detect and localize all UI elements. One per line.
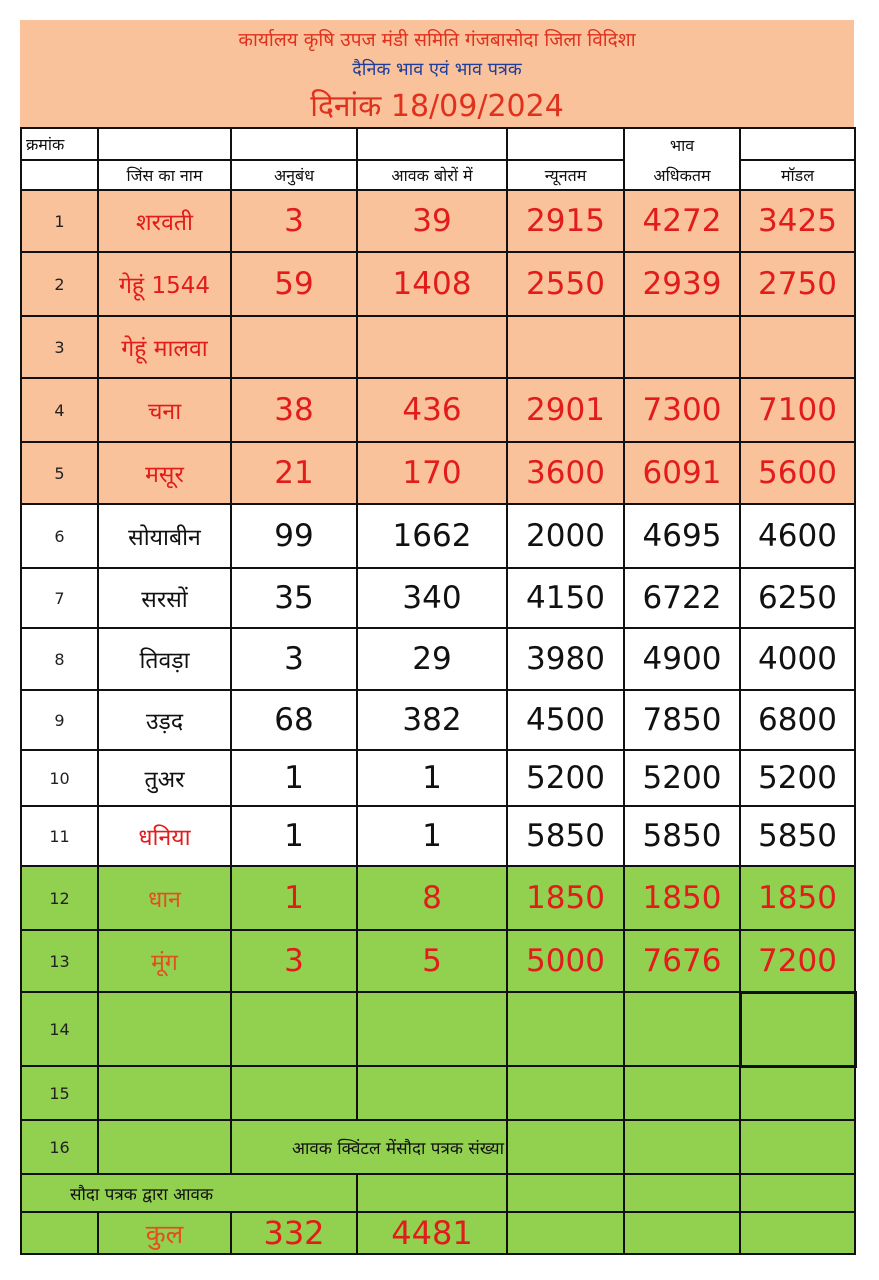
table-row <box>21 568 855 628</box>
max-price-cell: 4695 <box>624 504 740 568</box>
commodity-name-cell: धनिया <box>98 806 231 866</box>
max-price-cell: 1850 <box>624 866 740 930</box>
contract-cell: 68 <box>231 690 357 750</box>
min-price-cell: 2550 <box>507 252 624 316</box>
serial-cell: 15 <box>21 1066 98 1120</box>
col-min-header: न्यूनतम <box>507 160 624 190</box>
contract-cell: 38 <box>231 378 357 442</box>
serial-cell: 11 <box>21 806 98 866</box>
contract-cell: 99 <box>231 504 357 568</box>
commodity-name-cell <box>98 992 231 1066</box>
serial-cell: 14 <box>21 992 98 1066</box>
table-row <box>21 1120 855 1174</box>
total-row <box>21 1212 855 1254</box>
serial-cell: 16 <box>21 1120 98 1174</box>
table-row <box>21 1066 855 1120</box>
sheet-subtitle: दैनिक भाव एवं भाव पत्रक <box>352 59 522 80</box>
serial-cell: 9 <box>21 690 98 750</box>
table-row <box>21 806 855 866</box>
min-price-cell: 4500 <box>507 690 624 750</box>
arrival-cell: 340 <box>357 568 507 628</box>
sheet-date: दिनांक 18/09/2024 <box>310 89 564 124</box>
table-row <box>21 316 855 378</box>
table-header-row-2 <box>21 160 855 190</box>
max-price-cell: 7850 <box>624 690 740 750</box>
table-row <box>21 992 855 1066</box>
max-price-cell: 5850 <box>624 806 740 866</box>
serial-cell: 1 <box>21 190 98 252</box>
col-contract-header: अनुबंध <box>231 160 357 190</box>
min-price-cell: 2915 <box>507 190 624 252</box>
sauda-arrival-label: सौदा पत्रक द्वारा आवक <box>21 1174 357 1212</box>
arrival-quintal-label <box>231 1120 507 1174</box>
max-price-cell: 4272 <box>624 190 740 252</box>
total-contract: 332 <box>231 1212 357 1254</box>
office-title: कार्यालय कृषि उपज मंडी समिति गंजबासोदा जिला विदिशा <box>238 29 636 51</box>
arrival-cell: 1662 <box>357 504 507 568</box>
min-price-cell: 4150 <box>507 568 624 628</box>
sheet-header <box>20 20 854 127</box>
max-price-cell <box>624 1066 740 1120</box>
col-max-header: अधिकतम <box>624 160 740 190</box>
table-row <box>21 378 855 442</box>
model-price-cell: 2750 <box>740 252 855 316</box>
model-price-cell: 1850 <box>740 866 855 930</box>
table-row <box>21 866 855 930</box>
model-price-cell <box>740 992 855 1066</box>
max-price-cell: 7676 <box>624 930 740 992</box>
commodity-name-cell: गेहूं मालवा <box>98 316 231 378</box>
commodity-name-cell: तिवड़ा <box>98 628 231 690</box>
contract-cell <box>231 992 357 1066</box>
price-table <box>20 127 857 1255</box>
min-price-cell: 2000 <box>507 504 624 568</box>
contract-cell: 3 <box>231 190 357 252</box>
col-serial-header: क्रमांक <box>21 128 98 160</box>
min-price-cell: 5850 <box>507 806 624 866</box>
serial-cell: 2 <box>21 252 98 316</box>
model-price-cell: 4600 <box>740 504 855 568</box>
serial-cell: 12 <box>21 866 98 930</box>
model-price-cell: 5200 <box>740 750 855 806</box>
commodity-name-cell: सोयाबीन <box>98 504 231 568</box>
contract-cell: 1 <box>231 866 357 930</box>
table-row <box>21 504 855 568</box>
model-price-cell: 5850 <box>740 806 855 866</box>
max-price-cell: 6722 <box>624 568 740 628</box>
arrival-cell <box>357 1066 507 1120</box>
model-price-cell: 6250 <box>740 568 855 628</box>
commodity-name-cell: चना <box>98 378 231 442</box>
min-price-cell: 2901 <box>507 378 624 442</box>
contract-cell: 3 <box>231 628 357 690</box>
min-price-cell <box>507 1066 624 1120</box>
table-row <box>21 690 855 750</box>
model-price-cell: 7200 <box>740 930 855 992</box>
arrival-cell: 170 <box>357 442 507 504</box>
contract-cell: 21 <box>231 442 357 504</box>
col-name-header: जिंस का नाम <box>98 160 231 190</box>
sauda-count-text: सौदा पत्रक संख्या <box>396 1138 504 1159</box>
serial-cell: 13 <box>21 930 98 992</box>
max-price-cell: 6091 <box>624 442 740 504</box>
contract-cell: 35 <box>231 568 357 628</box>
min-price-cell: 3980 <box>507 628 624 690</box>
commodity-name-cell: गेहूं 1544 <box>98 252 231 316</box>
contract-cell: 3 <box>231 930 357 992</box>
arrival-cell: 29 <box>357 628 507 690</box>
min-price-cell: 1850 <box>507 866 624 930</box>
commodity-name-cell: मूंग <box>98 930 231 992</box>
serial-cell: 8 <box>21 628 98 690</box>
commodity-name-cell: सरसों <box>98 568 231 628</box>
arrival-cell <box>357 992 507 1066</box>
serial-cell: 10 <box>21 750 98 806</box>
sauda-arrival-row <box>21 1174 855 1212</box>
contract-cell: 1 <box>231 806 357 866</box>
arrival-cell: 436 <box>357 378 507 442</box>
col-price-group-header: भाव <box>624 128 740 160</box>
min-price-cell: 5000 <box>507 930 624 992</box>
commodity-name-cell: शरवती <box>98 190 231 252</box>
serial-cell: 5 <box>21 442 98 504</box>
model-price-cell <box>740 1066 855 1120</box>
arrival-quintal-text: आवक क्विंटल में <box>291 1138 397 1159</box>
table-header-row-1 <box>21 128 855 160</box>
arrival-cell: 1 <box>357 750 507 806</box>
serial-cell: 3 <box>21 316 98 378</box>
col-arrival-header: आवक बोरों में <box>357 160 507 190</box>
table-row <box>21 442 855 504</box>
max-price-cell: 5200 <box>624 750 740 806</box>
model-price-cell: 7100 <box>740 378 855 442</box>
model-price-cell: 5600 <box>740 442 855 504</box>
arrival-cell: 8 <box>357 866 507 930</box>
arrival-cell: 1408 <box>357 252 507 316</box>
commodity-name-cell: तुअर <box>98 750 231 806</box>
max-price-cell: 2939 <box>624 252 740 316</box>
col-model-header: मॉडल <box>740 160 855 190</box>
contract-cell: 1 <box>231 750 357 806</box>
model-price-cell: 6800 <box>740 690 855 750</box>
model-price-cell <box>740 316 855 378</box>
serial-cell: 7 <box>21 568 98 628</box>
min-price-cell <box>507 992 624 1066</box>
contract-cell <box>231 316 357 378</box>
max-price-cell <box>624 992 740 1066</box>
table-row <box>21 628 855 690</box>
total-label: कुल <box>98 1212 231 1254</box>
arrival-cell: 5 <box>357 930 507 992</box>
commodity-name-cell: उड़द <box>98 690 231 750</box>
max-price-cell: 7300 <box>624 378 740 442</box>
min-price-cell: 3600 <box>507 442 624 504</box>
arrival-cell <box>357 316 507 378</box>
arrival-cell: 1 <box>357 806 507 866</box>
table-row <box>21 252 855 316</box>
arrival-cell: 382 <box>357 690 507 750</box>
max-price-cell: 4900 <box>624 628 740 690</box>
arrival-cell: 39 <box>357 190 507 252</box>
contract-cell: 59 <box>231 252 357 316</box>
contract-cell <box>231 1066 357 1120</box>
model-price-cell: 4000 <box>740 628 855 690</box>
mandi-price-sheet <box>20 20 854 1255</box>
total-arrival: 4481 <box>357 1212 507 1254</box>
table-row <box>21 190 855 252</box>
table-row <box>21 930 855 992</box>
serial-cell: 4 <box>21 378 98 442</box>
commodity-name-cell <box>98 1066 231 1120</box>
table-row <box>21 750 855 806</box>
model-price-cell: 3425 <box>740 190 855 252</box>
commodity-name-cell: धान <box>98 866 231 930</box>
min-price-cell: 5200 <box>507 750 624 806</box>
commodity-name-cell: मसूर <box>98 442 231 504</box>
serial-cell: 6 <box>21 504 98 568</box>
min-price-cell <box>507 316 624 378</box>
max-price-cell <box>624 316 740 378</box>
